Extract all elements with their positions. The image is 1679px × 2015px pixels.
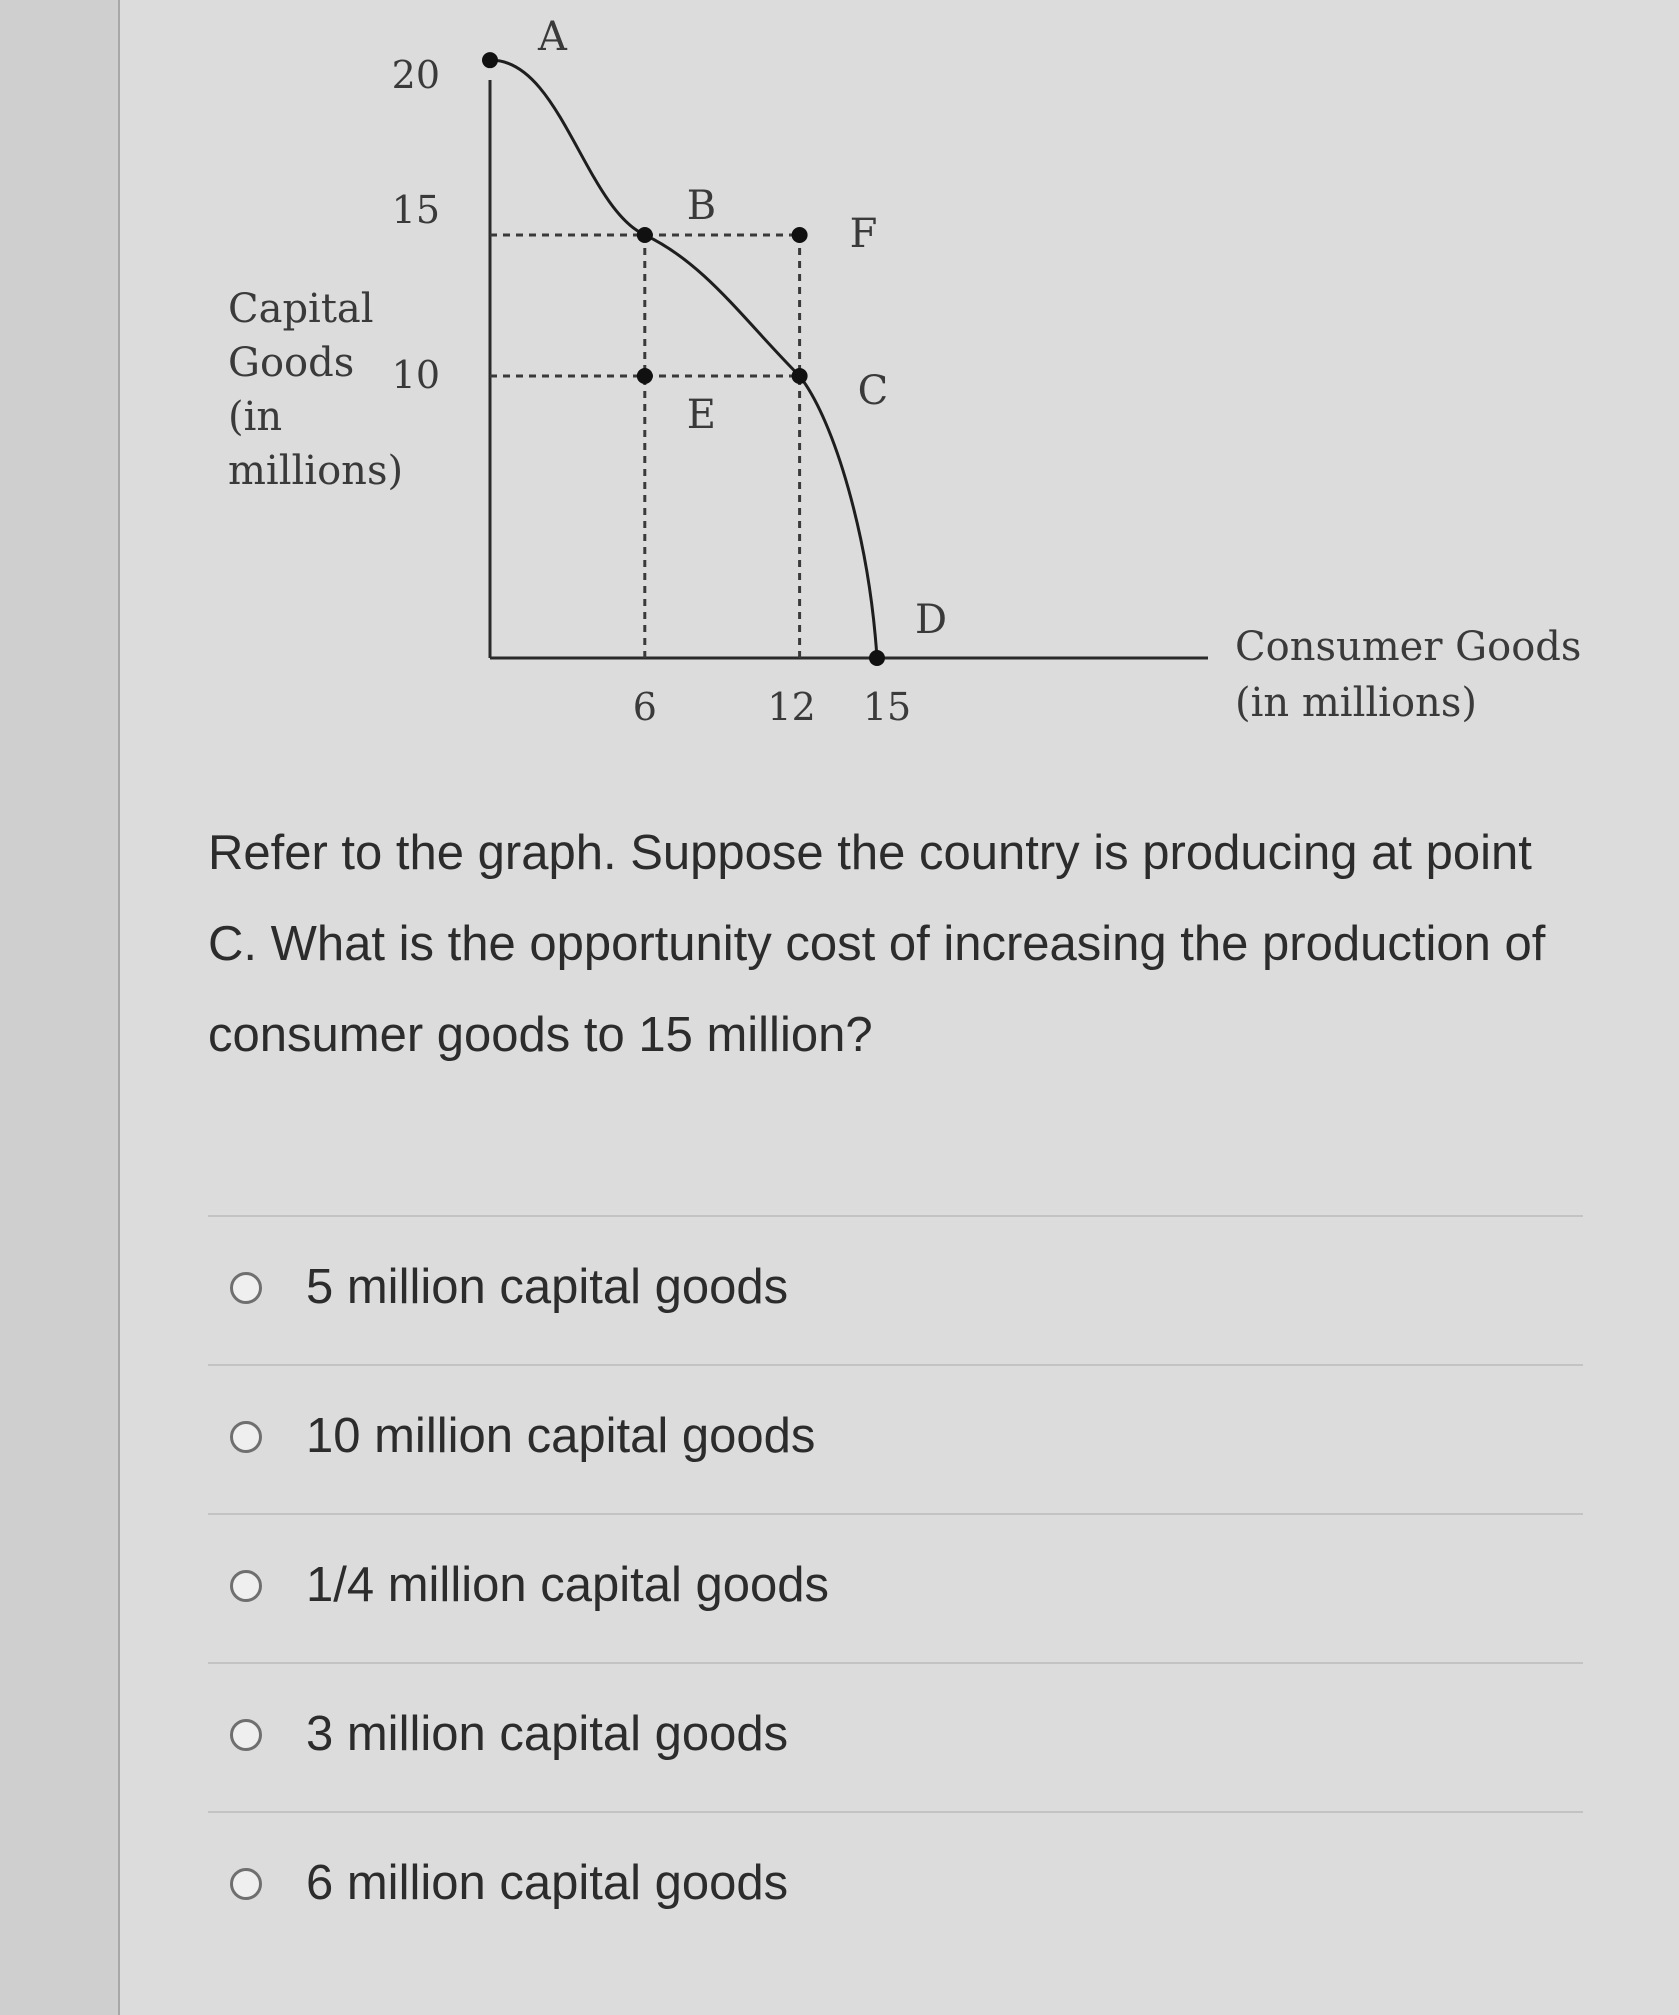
point-b-marker (637, 227, 653, 243)
point-a-marker (482, 52, 498, 68)
answer-option-label: 6 million capital goods (306, 1856, 789, 1910)
answer-option-label: 3 million capital goods (306, 1707, 789, 1761)
answer-option-2[interactable] (208, 1364, 1583, 1513)
y-tick-label-10: 10 (391, 353, 440, 397)
y-tick-label-20: 20 (391, 53, 440, 97)
ppf-chart (0, 0, 1679, 760)
answer-option-label: 1/4 million capital goods (306, 1558, 829, 1612)
answer-option-1[interactable] (208, 1215, 1583, 1364)
radio-button[interactable] (230, 1272, 262, 1304)
y-axis-label-line-2: Goods (228, 340, 355, 386)
y-axis-label-line-1: Capital (228, 286, 374, 332)
point-c-label: C (857, 368, 889, 414)
radio-button[interactable] (230, 1570, 262, 1602)
answer-option-label: 5 million capital goods (306, 1260, 789, 1314)
y-axis-label (228, 286, 403, 494)
ppf-curve (490, 60, 877, 658)
x-tick-label-12: 12 (767, 685, 816, 729)
radio-button[interactable] (230, 1868, 262, 1900)
y-tick-label-15: 15 (391, 188, 440, 232)
radio-button[interactable] (230, 1421, 262, 1453)
answer-option-5[interactable] (208, 1811, 1583, 1960)
point-d-marker (869, 650, 885, 666)
answer-options (208, 1215, 1583, 1960)
x-axis-label-line-1: Consumer Goods (1235, 624, 1582, 670)
answer-option-3[interactable] (208, 1513, 1583, 1662)
point-c-marker (792, 368, 808, 384)
question-text: Refer to the graph. Suppose the country is producing at point C. What is the opportunity cost of increasing the production of consumer goods to 15 million? (208, 826, 1546, 1062)
x-axis-label (1235, 624, 1581, 726)
point-a-label: A (538, 14, 567, 61)
x-axis-label-line-2: (in millions) (1235, 680, 1477, 726)
y-axis-label-line-4: millions) (228, 448, 404, 494)
radio-button[interactable] (230, 1719, 262, 1751)
answer-option-4[interactable] (208, 1662, 1583, 1811)
point-d-label: D (915, 597, 948, 643)
point-e-label: E (686, 392, 717, 438)
x-tick-label-15: 15 (862, 685, 912, 729)
y-axis-label-line-3: (in (228, 394, 283, 440)
point-b-label: B (686, 183, 717, 229)
point-f-marker (792, 227, 808, 243)
answer-option-label: 10 million capital goods (306, 1409, 816, 1463)
x-tick-label-6: 6 (632, 685, 657, 729)
point-e-marker (637, 368, 653, 384)
point-f-label: F (849, 211, 878, 257)
